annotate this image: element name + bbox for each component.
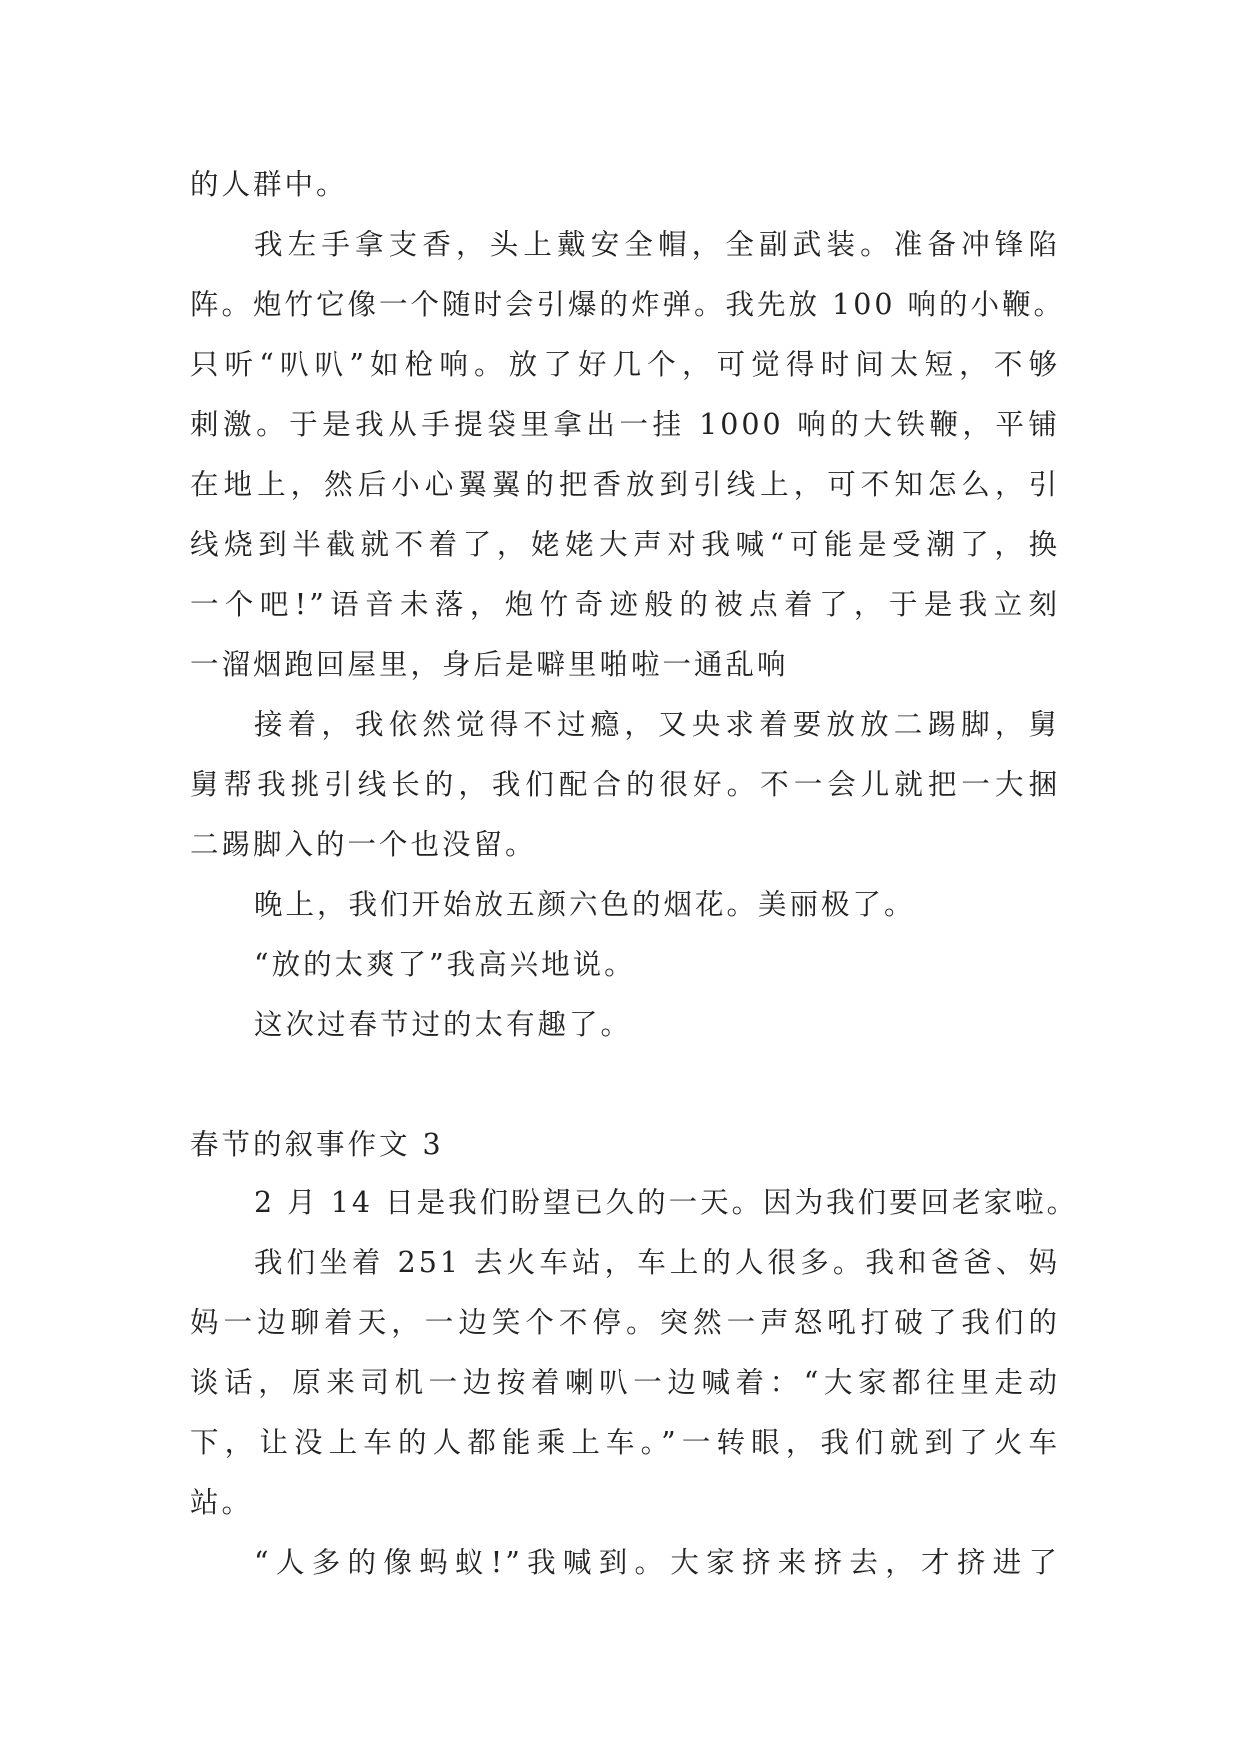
- text-line: 刺激。于是我从手提袋里拿出一挂 1000 响的大铁鞭，平铺: [190, 408, 1060, 441]
- text-line: 线烧到半截就不着了，姥姥大声对我喊“可能是受潮了，换: [190, 528, 1060, 561]
- paragraph-first-line: “人多的像蚂蚁!”我喊到。大家挤来挤去，才挤进了: [254, 1546, 1060, 1579]
- text-line: 阵。炮竹它像一个随时会引爆的炸弹。我先放 100 响的小鞭。: [190, 288, 1066, 321]
- text-line: 二踢脚入的一个也没留。: [190, 828, 537, 861]
- paragraph-first-line: “放的太爽了”我高兴地说。: [254, 948, 636, 981]
- paragraph-first-line: 接着，我依然觉得不过瘾，又央求着要放放二踢脚，舅: [254, 708, 1060, 741]
- paragraph-first-line: 晚上，我们开始放五颜六色的烟花。美丽极了。: [254, 888, 916, 921]
- text-line: 一个吧!”语音未落，炮竹奇迹般的被点着了，于是我立刻: [190, 588, 1060, 621]
- paragraph-first-line: 我左手拿支香，头上戴安全帽，全副武装。准备冲锋陷: [254, 228, 1060, 261]
- document-body: [190, 155, 1079, 1593]
- text-line: 在地上，然后小心翼翼的把香放到引线上，可不知怎么，引: [190, 468, 1060, 501]
- text-line: 谈话，原来司机一边按着喇叭一边喊着：“大家都往里走动: [190, 1366, 1060, 1399]
- section-title: 春节的叙事作文 3: [190, 1128, 444, 1161]
- text-line: 一溜烟跑回屋里，身后是噼里啪啦一通乱响: [190, 648, 789, 681]
- text-line: 只听“叭叭”如枪响。放了好几个，可觉得时间太短，不够: [190, 348, 1060, 381]
- text-line: 妈一边聊着天，一边笑个不停。突然一声怒吼打破了我们的: [190, 1306, 1060, 1339]
- paragraph-first-line: 2 月 14 日是我们盼望已久的一天。因为我们要回老家啦。: [254, 1186, 1079, 1219]
- text-line: 的人群中。: [190, 168, 348, 201]
- paragraph-gap: [190, 1055, 1060, 1115]
- text-line: 站。: [190, 1486, 254, 1519]
- text-line: 下，让没上车的人都能乘上车。”一转眼，我们就到了火车: [190, 1426, 1060, 1459]
- paragraph-first-line: 这次过春节过的太有趣了。: [254, 1008, 633, 1041]
- text-line: 舅帮我挑引线长的，我们配合的很好。不一会儿就把一大捆: [190, 768, 1060, 801]
- paragraph-first-line: 我们坐着 251 去火车站，车上的人很多。我和爸爸、妈: [254, 1246, 1060, 1279]
